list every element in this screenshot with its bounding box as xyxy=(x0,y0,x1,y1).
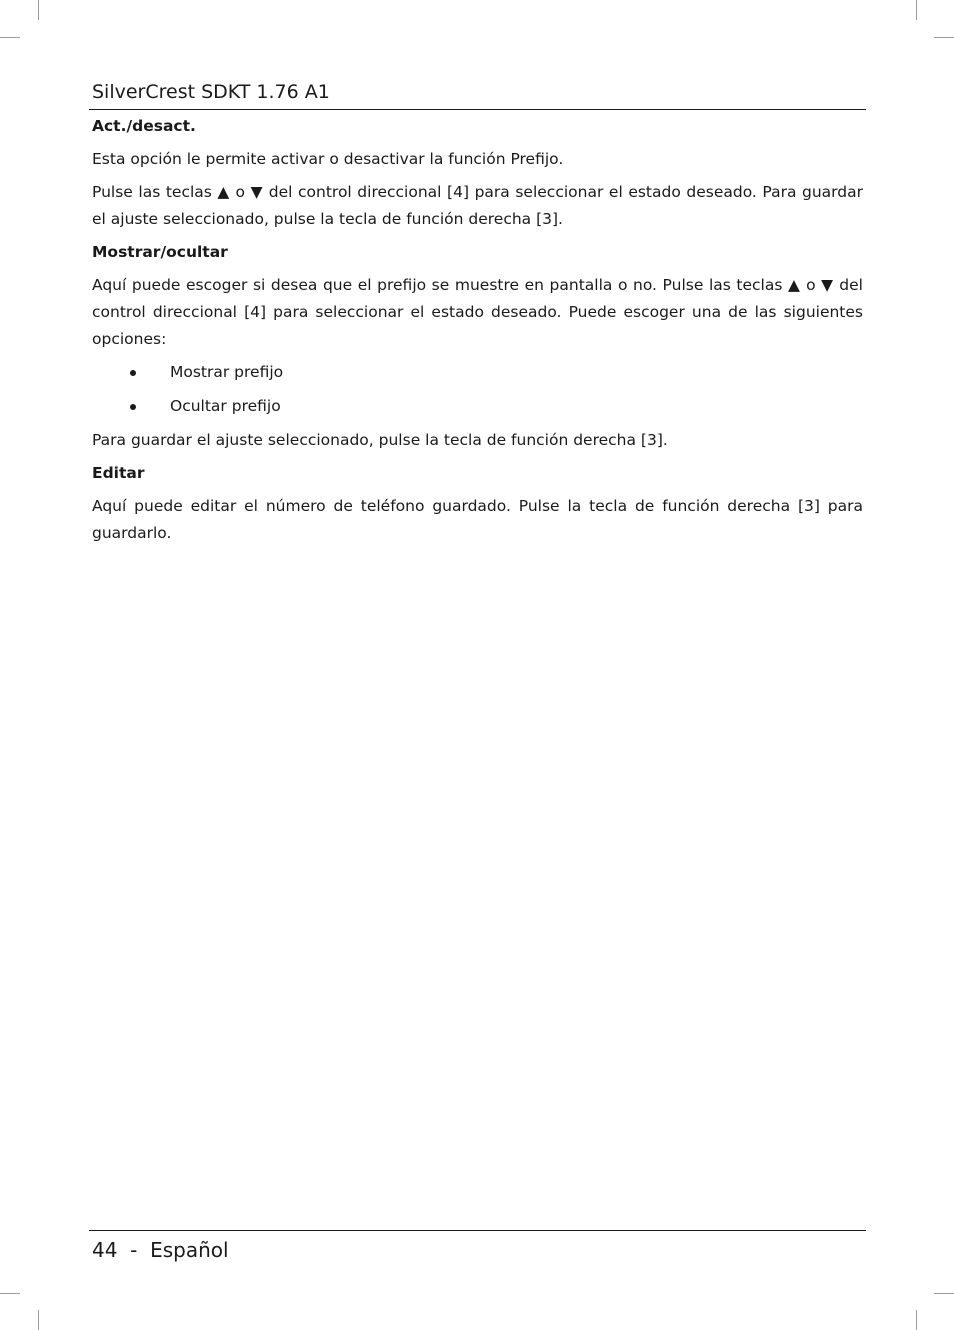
page-header-title: SilverCrest SDKT 1.76 A1 xyxy=(92,81,330,103)
section-heading: Act./desact. xyxy=(92,117,196,135)
crop-mark xyxy=(934,1293,954,1294)
bullet-icon xyxy=(130,404,136,410)
section-act-desact xyxy=(92,113,863,233)
paragraph: Esta opción le permite activar o desactivar la función Prefijo. xyxy=(92,150,564,168)
crop-mark xyxy=(0,1293,20,1294)
crop-mark xyxy=(38,1310,39,1330)
page-footer xyxy=(92,1237,229,1263)
section-editar xyxy=(92,460,863,547)
header-divider xyxy=(89,109,866,110)
crop-mark xyxy=(916,1310,917,1330)
bullet-icon xyxy=(130,370,136,376)
paragraph: Aquí puede editar el número de teléfono guardado. Pulse la tecla de función derecha [3] para guardarlo. xyxy=(92,497,863,542)
footer-language: Español xyxy=(150,1238,229,1262)
paragraph: Para guardar el ajuste seleccionado, pulse la tecla de función derecha [3]. xyxy=(92,431,668,449)
page-number: 44 xyxy=(92,1238,118,1262)
options-list xyxy=(92,359,863,420)
list-item-label: Mostrar prefijo xyxy=(170,363,284,381)
page-content xyxy=(92,113,863,553)
crop-mark xyxy=(0,37,20,38)
list-item-label: Ocultar prefijo xyxy=(170,397,281,415)
list-item xyxy=(92,393,863,420)
section-heading: Mostrar/ocultar xyxy=(92,243,228,261)
section-mostrar-ocultar xyxy=(92,239,863,454)
crop-mark xyxy=(916,0,917,20)
list-item xyxy=(92,359,863,386)
footer-divider xyxy=(89,1230,866,1231)
section-heading: Editar xyxy=(92,464,145,482)
footer-separator: - xyxy=(130,1238,138,1262)
paragraph: Pulse las teclas ▲ o ▼ del control direccional [4] para seleccionar el estado deseado. Para guardar el ajuste seleccionado, pulse la tecla de función derecha [3]. xyxy=(92,183,863,228)
crop-mark xyxy=(934,37,954,38)
crop-mark xyxy=(38,0,39,20)
paragraph: Aquí puede escoger si desea que el prefijo se muestre en pantalla o no. Pulse las teclas ▲ o ▼ del control direccional [4] para seleccionar el estado deseado. Puede escoger una de las siguientes opciones: xyxy=(92,276,863,348)
